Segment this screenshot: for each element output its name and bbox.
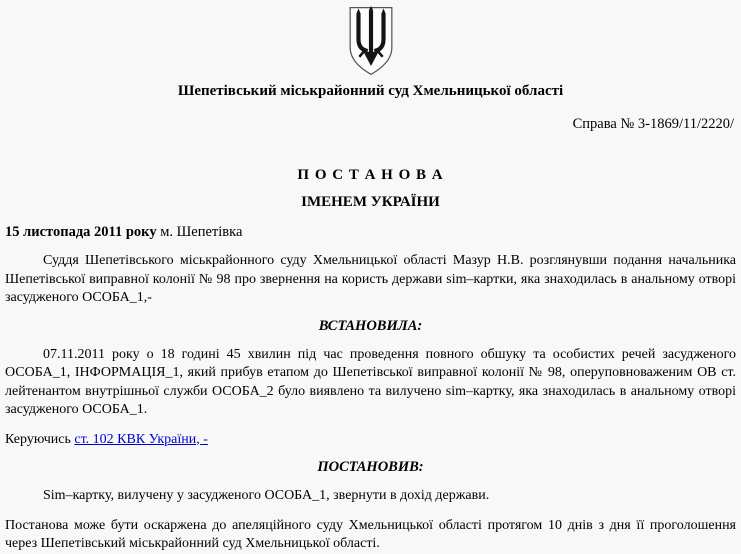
court-name: Шепетівський міськрайонний суд Хмельницької області (177, 83, 564, 99)
decision-date: 15 листопада 2011 року (5, 224, 157, 240)
resolved-heading: ПОСТАНОВИВ: (317, 459, 424, 475)
case-number: Справа № 3-1869/11/2220/ (572, 116, 734, 132)
document-subtitle: ІМЕНЕМ УКРАЇНИ (301, 194, 440, 210)
resolved-paragraph: Sim–картку, вилучену у засудженого ОСОБА_1, звернути в дохід держави. (43, 488, 490, 503)
appeal-paragraph: Постанова може бути оскаржена до апеляційного суду Хмельницької області протягом 10 днів з дня її проголошення через Шепетівський міськрайонний суд Хмельницької області. (5, 517, 736, 551)
guided-by-prefix: Керуючись (5, 431, 75, 447)
established-heading: ВСТАНОВИЛА: (318, 317, 423, 334)
law-article-link[interactable]: ст. 102 КВК України, - (74, 431, 208, 447)
emblem-container (5, 6, 736, 76)
established-paragraph: 07.11.2011 року о 18 годині 45 хвилин під час проведення повного обшуку та особистих речей засудженого ОСОБА_1, ІНФОРМАЦІЯ_1, який прибув етапом до Шепетівської виправної колонії № 98, оперуповноваженим ОВ ст. лейтенантом внутрішньої служби ОСОБА_2 було виявлено та вилучено sim–картку, яка знаходилась в анальному отворі засудженого ОСОБА_1. (5, 346, 736, 417)
ukraine-coat-of-arms-icon (342, 6, 400, 76)
document-title: П О С Т А Н О В А (297, 167, 444, 183)
dateline (5, 224, 736, 241)
intro-paragraph: Суддя Шепетівського міськрайонного суду Хмельницької області Мазур Н.В. розглянувши подання начальника Шепетівської виправної колонії № 98 про звернення на користь держави sim–картки, яка знаходилась в анальному отворі засудженого ОСОБА_1,- (5, 253, 736, 305)
decision-place: м. Шепетівка (156, 224, 243, 240)
guided-by-line (5, 431, 736, 450)
